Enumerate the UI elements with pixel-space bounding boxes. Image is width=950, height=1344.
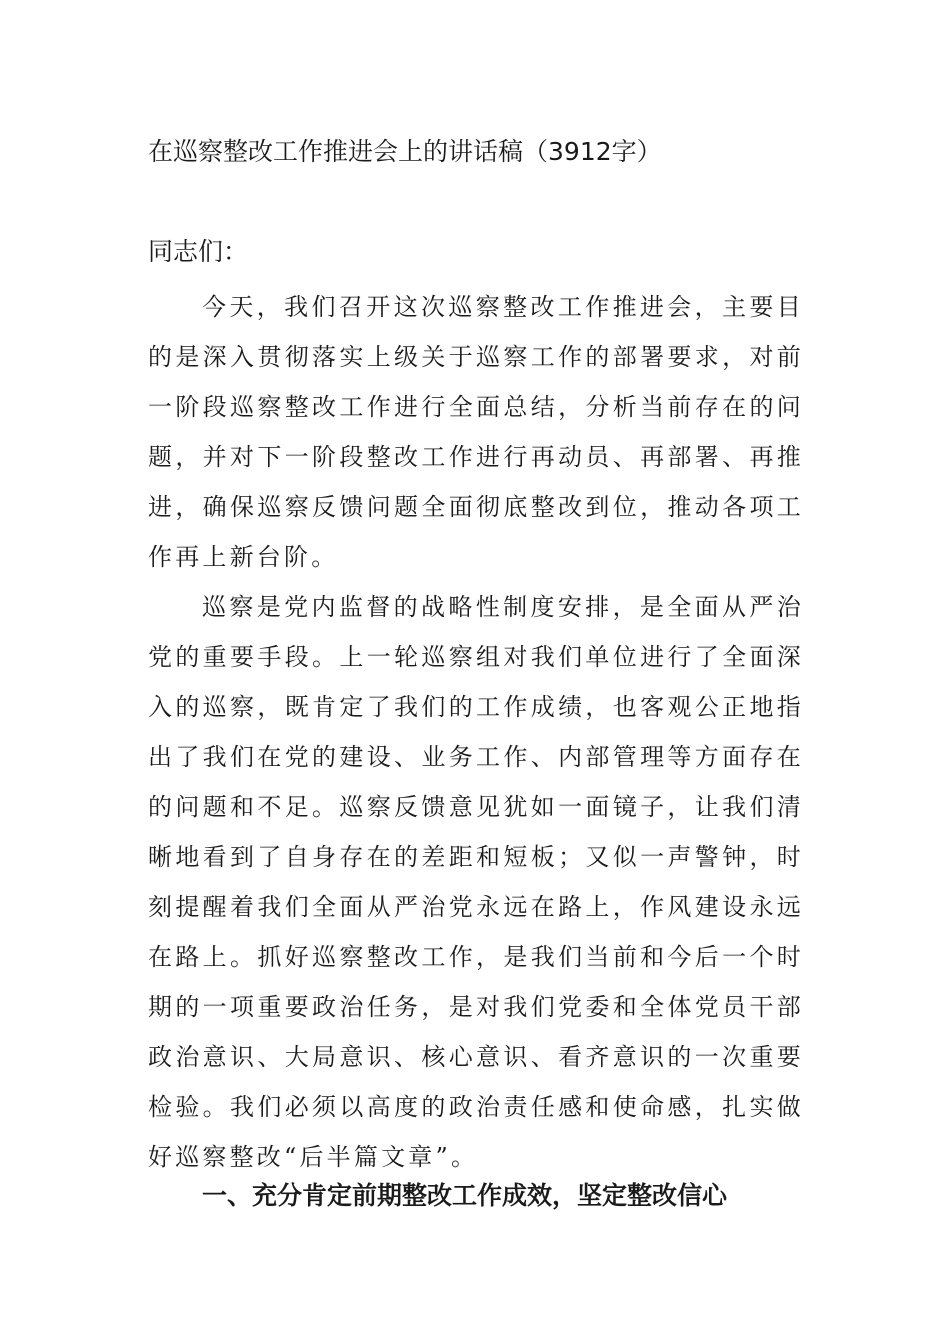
document-title: 在巡察整改工作推进会上的讲话稿（3912字）: [148, 137, 662, 166]
paragraph-intro: 今天，我们召开这次巡察整改工作推进会，主要目的是深入贯彻落实上级关于巡察工作的部署要求，对前一阶段巡察整改工作进行全面总结，分析当前存在的问题，并对下一阶段整改工作进行再动员、再部署、再推进，确保巡察反馈问题全面彻底整改到位，推动各项工作再上新台阶。: [148, 293, 804, 571]
section-heading: 一、充分肯定前期整改工作成效，坚定整改信心: [202, 1181, 728, 1210]
paragraph-inspection-significance: 巡察是党内监督的战略性制度安排，是全面从严治党的重要手段。上一轮巡察组对我们单位进行了全面深入的巡察，既肯定了我们的工作成绩，也客观公正地指出了我们在党的建设、业务工作、内部管理等方面存在的问题和不足。巡察反馈意见犹如一面镜子，让我们清晰地看到了自身存在的差距和短板；又似一声警钟，时刻提醒着我们全面从严治党永远在路上，作风建设永远在路上。抓好巡察整改工作，是我们当前和今后一个时期的一项重要政治任务，是对我们党委和全体党员干部政治意识、大局意识、核心意识、看齐意识的一次重要检验。我们必须以高度的政治责任感和使命感，扎实做好巡察整改“后半篇文章”。: [148, 593, 804, 1171]
document-body: [148, 282, 804, 1182]
salutation: 同志们：: [148, 237, 249, 266]
